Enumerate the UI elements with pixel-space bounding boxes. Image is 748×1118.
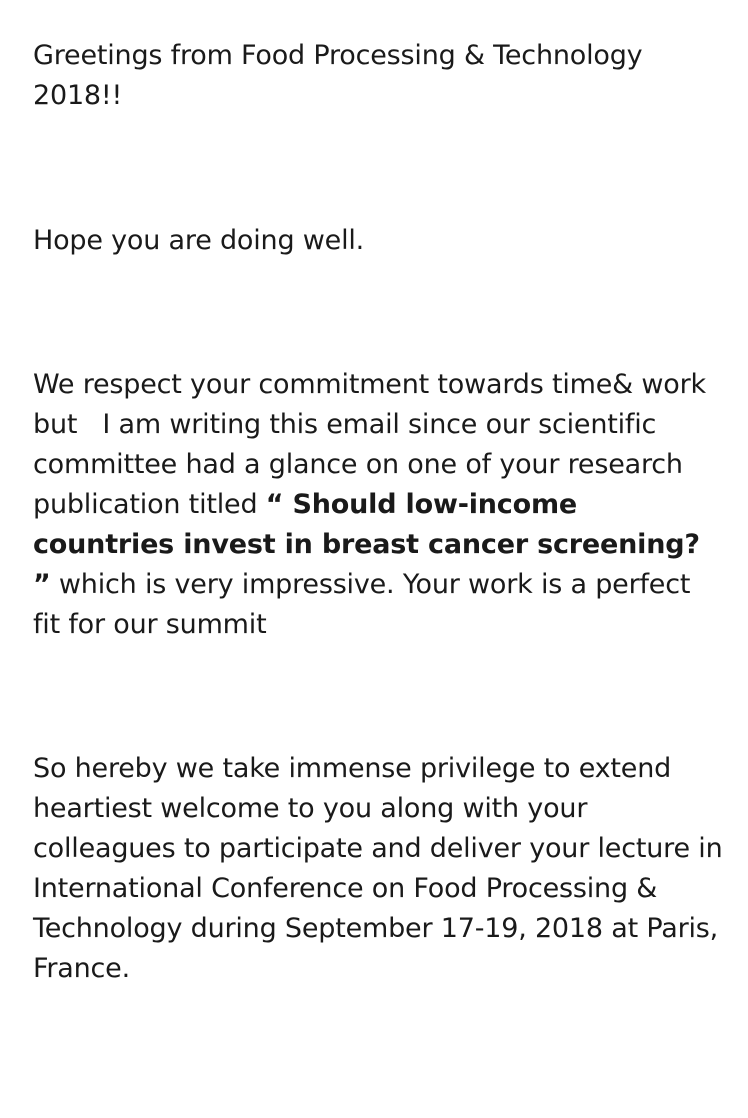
invite-paragraph: So hereby we take immense privilege to extend heartiest welcome to you along with your colleagues to participate and deliver your lecture in International Conference on Food Processing & Technology during September 17-19, 2018 at Paris, France. (33, 753, 723, 984)
respect-text-after: which is very impressive. Your work is a perfect fit for our summit (33, 569, 691, 640)
respect-paragraph (33, 365, 723, 645)
hope-paragraph: Hope you are doing well. (33, 225, 365, 256)
publication-title: “ Should low-income countries invest in breast cancer screening? ” (33, 489, 700, 600)
greeting-paragraph: Greetings from Food Processing & Technology 2018!! (33, 40, 643, 111)
email-body (33, 36, 723, 989)
respect-text-before: We respect your commitment towards time& work but I am writing this email since our scientific committee had a glance on one of your research publication titled (33, 369, 706, 520)
